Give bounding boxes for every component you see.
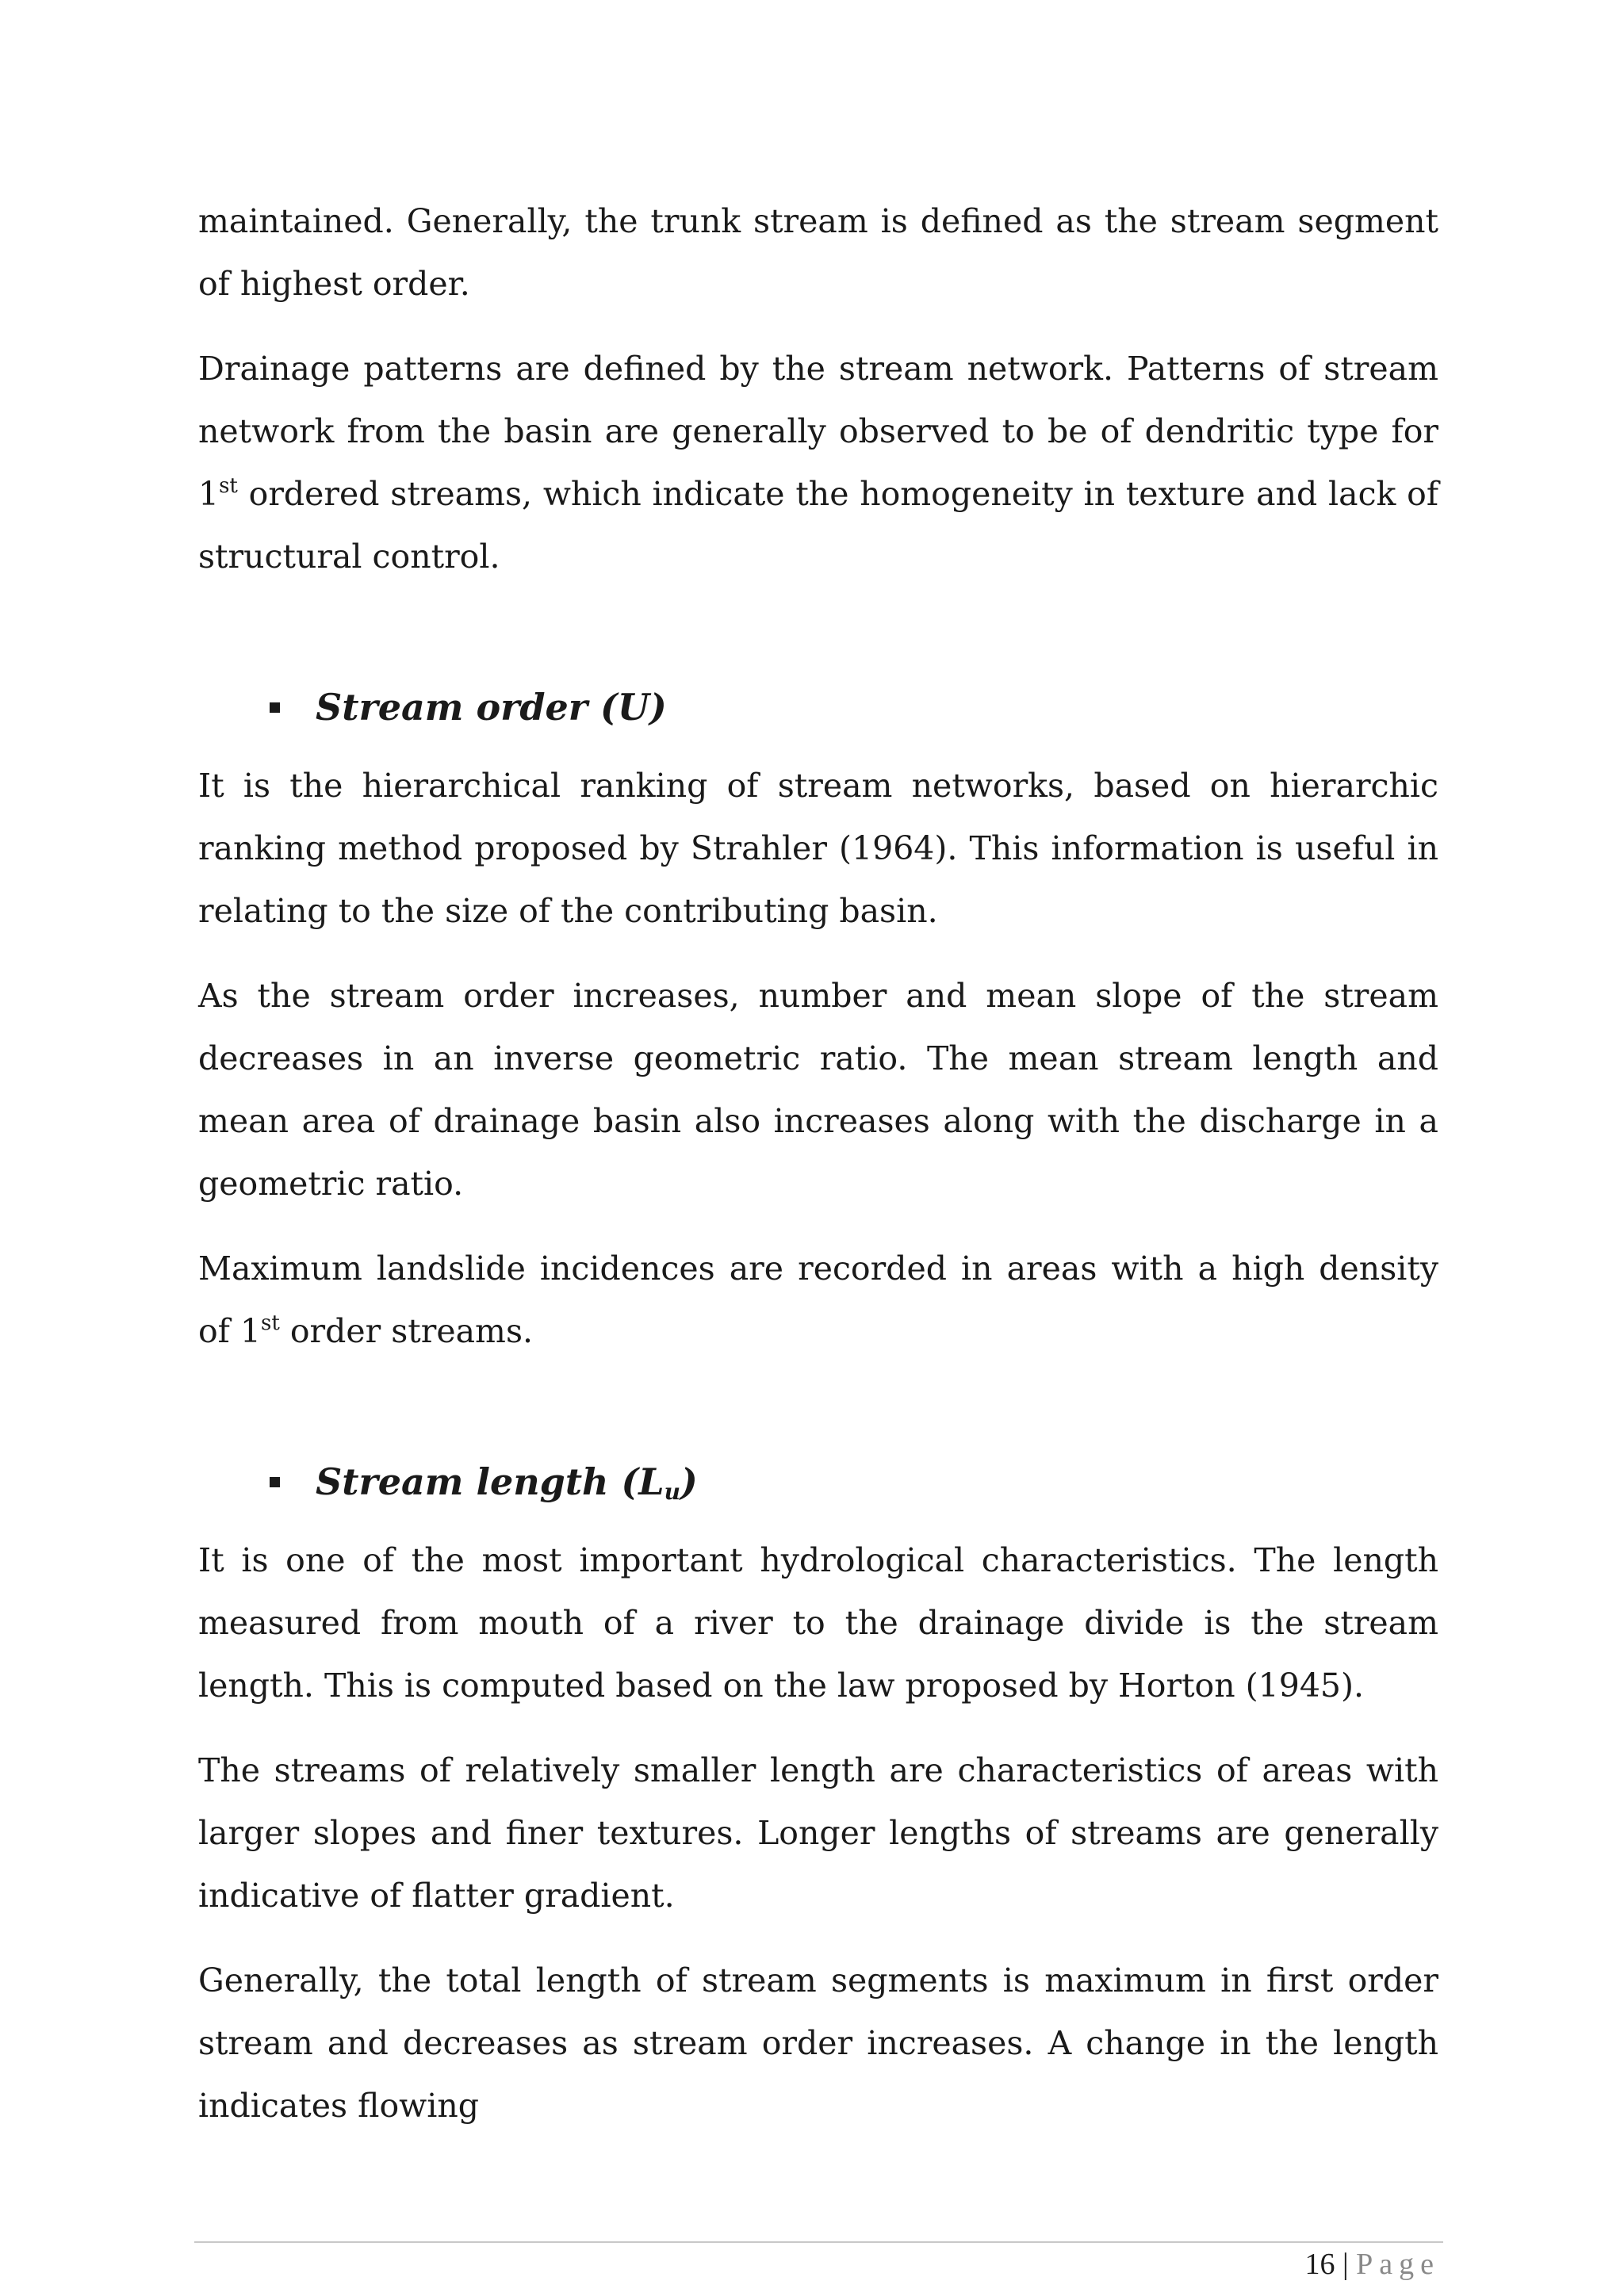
paragraph-order-increases: As the stream order increases, number and mean slope of the stream decreases in an inverse geometric ratio. The mean stream length and mean area of drainage basin also increases along with the discharge in a geometric ratio.	[198, 977, 1438, 1203]
footer-divider	[194, 2241, 1443, 2243]
paragraph-hierarchical-ranking: It is the hierarchical ranking of stream networks, based on hierarchic ranking method proposed by Strahler (1964). This information is useful in relating to the size of the contributing basin.	[198, 767, 1438, 930]
paragraph-total-length: Generally, the total length of stream segments is maximum in first order stream and decreases as stream order increases. A change in the length indicates flowing	[198, 1961, 1438, 2125]
paragraph-drainage-patterns	[198, 338, 1438, 588]
document-page	[198, 190, 1438, 2137]
square-bullet-icon	[270, 1477, 280, 1487]
superscript: st	[260, 1311, 280, 1335]
heading-text: )	[680, 1460, 698, 1503]
page-label: Page	[1356, 2248, 1440, 2281]
paragraph-smaller-length: The streams of relatively smaller length are characteristics of areas with larger slopes and finer textures. Longer lengths of streams are generally indicative of flatter gradient.	[198, 1751, 1438, 1915]
paragraph-text: Drainage patterns are defined by the stream network. Patterns of stream network from the basin are generally observed to be of dendritic type for 1	[198, 350, 1438, 513]
superscript: st	[219, 474, 238, 498]
paragraph-text: order streams.	[279, 1312, 534, 1350]
page-number: 16	[1304, 2248, 1335, 2281]
heading-text: Stream order (U)	[316, 686, 667, 729]
subscript: u	[664, 1479, 680, 1505]
paragraph-landslide	[198, 1238, 1438, 1363]
heading-text: Stream length (L	[316, 1460, 665, 1503]
paragraph-text: Maximum landslide incidences are recorded in areas with a high density of 1	[198, 1249, 1438, 1350]
square-bullet-icon	[270, 702, 280, 713]
heading-stream-length	[198, 1450, 1438, 1513]
paragraph-trunk-stream: maintained. Generally, the trunk stream is defined as the stream segment of highest order.	[198, 202, 1438, 303]
page-footer	[1305, 2245, 1440, 2283]
heading-stream-order	[198, 675, 1438, 739]
paragraph-text: ordered streams, which indicate the homogeneity in texture and lack of structural control.	[198, 475, 1438, 576]
footer-separator: |	[1342, 2248, 1349, 2281]
paragraph-hydrological: It is one of the most important hydrological characteristics. The length measured from mouth of a river to the drainage divide is the stream length. This is computed based on the law proposed by Horton (1945).	[198, 1541, 1438, 1705]
